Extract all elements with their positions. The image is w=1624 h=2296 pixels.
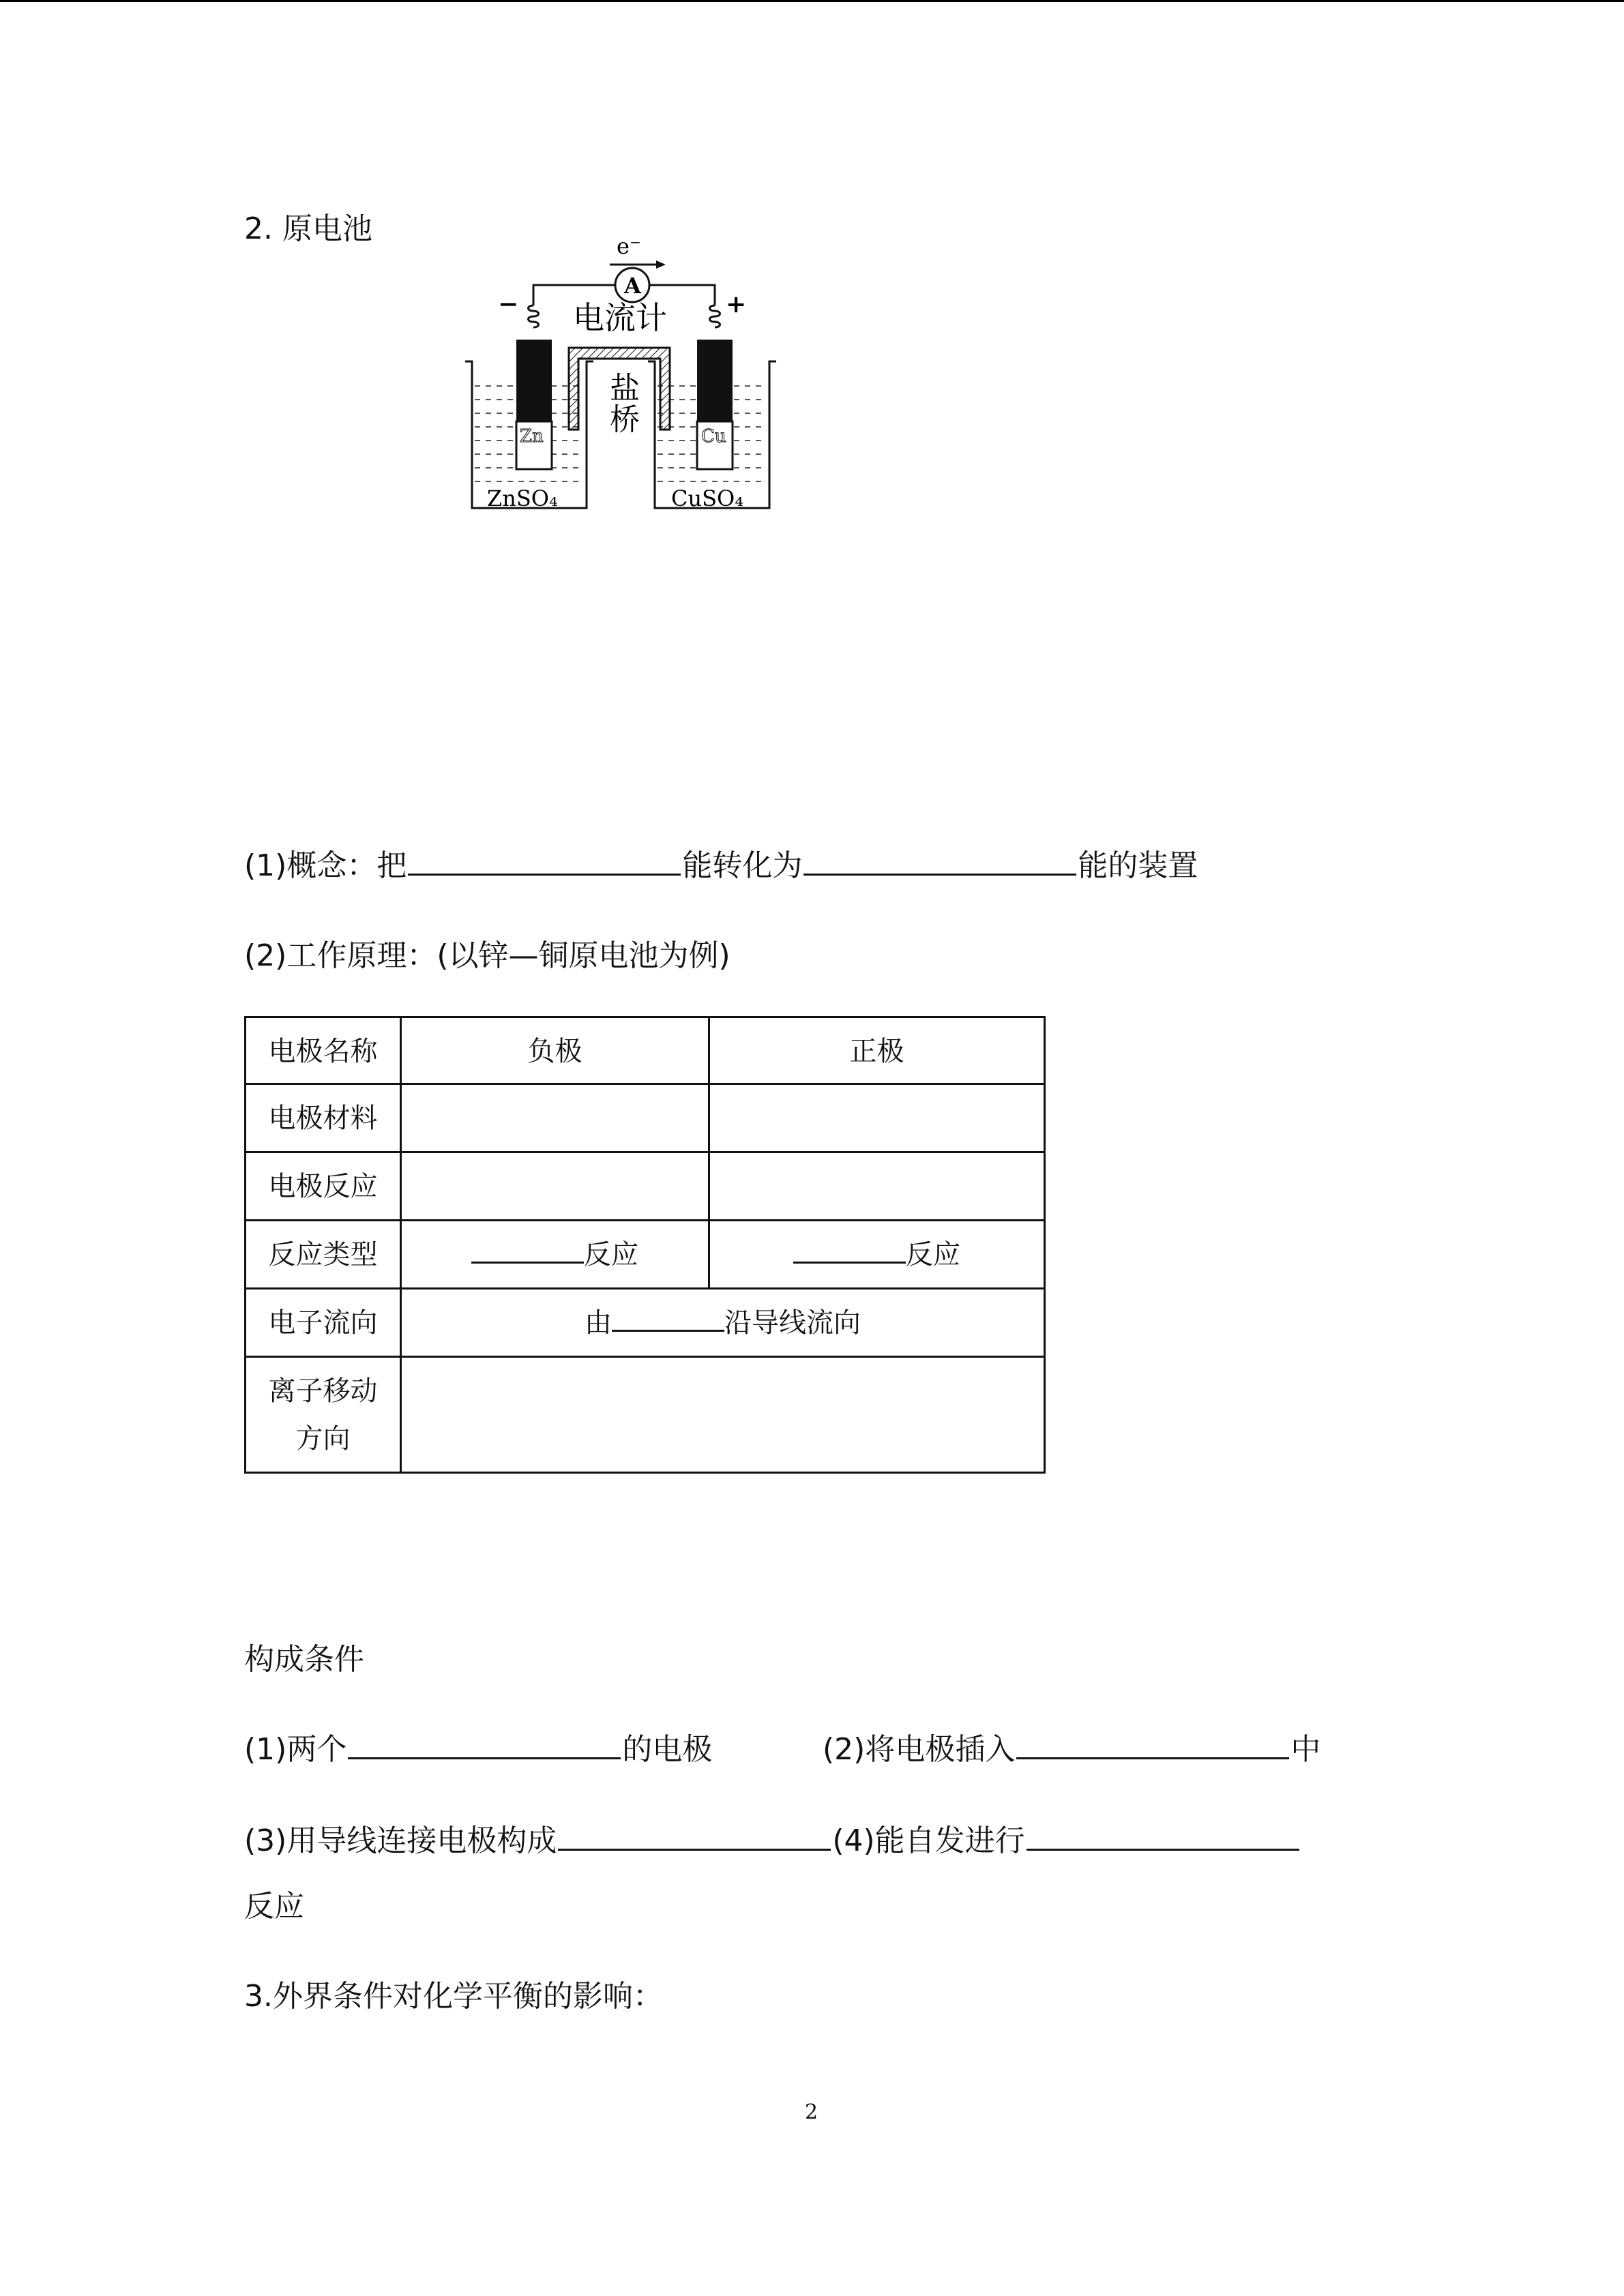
electron-label: e⁻ (617, 233, 641, 259)
zinc-sulfate-label: ZnSO₄ (487, 486, 558, 511)
working-principle-table (244, 1016, 1046, 1474)
conditions-heading: 构成条件 (244, 1642, 364, 1677)
table-row (246, 1357, 1045, 1473)
concept-line (244, 846, 1198, 886)
conditions-line-4: 反应 (244, 1889, 304, 1924)
header-negative: 负极 (401, 1017, 709, 1084)
concept-blank-2[interactable] (803, 846, 1076, 876)
header-electrode-name: 电极名称 (246, 1017, 401, 1084)
cell-positive-material[interactable] (709, 1084, 1045, 1152)
cell-ion-direction[interactable] (401, 1357, 1045, 1473)
conditions-line-3: (3)用导线连接电极构成 (4)能自发进行 (244, 1821, 1301, 1862)
concept-blank-1[interactable] (408, 846, 681, 876)
ammeter-label: 电流计 (573, 299, 667, 336)
page-number: 2 (805, 2100, 818, 2124)
cell-positive-reaction[interactable] (709, 1152, 1045, 1221)
top-border (0, 0, 1624, 2)
negative-sign: − (498, 290, 519, 318)
table-row (246, 1084, 1045, 1152)
concept-middle: 能转化为 (682, 848, 803, 883)
row-label-electron: 电子流向 (246, 1289, 401, 1357)
concept-suffix: 能的装置 (1078, 848, 1198, 883)
section-3-heading: 3.外界条件对化学平衡的影响： (244, 1979, 663, 2014)
cell-electron-flow: 由 沿导线流向 (401, 1289, 1045, 1357)
left-spring (529, 305, 539, 327)
table-row (246, 1152, 1045, 1221)
section-2-heading: 2. 原电池 (244, 211, 372, 246)
cell-negative-material[interactable] (401, 1084, 709, 1152)
conditions-line-1: (1)两个 的电极 (244, 1729, 712, 1770)
row-label-type: 反应类型 (246, 1221, 401, 1289)
condition-2-blank[interactable] (1016, 1730, 1289, 1759)
concept-prefix: (1)概念：把 (244, 848, 407, 883)
table-row (246, 1221, 1045, 1289)
salt-bridge-label-2: 桥 (610, 402, 640, 437)
galvanic-cell-diagram (458, 225, 779, 518)
table-row (246, 1289, 1045, 1357)
row-label-ion: 离子移动 方向 (246, 1357, 401, 1473)
copper-sulfate-label: CuSO₄ (671, 486, 744, 511)
condition-4-blank[interactable] (1027, 1821, 1299, 1851)
electron-flow-blank[interactable] (612, 1305, 724, 1332)
condition-1-blank[interactable] (348, 1730, 621, 1759)
row-label-material: 电极材料 (246, 1084, 401, 1152)
copper-electrode (697, 340, 733, 421)
salt-bridge-label-1: 盐 (610, 371, 640, 406)
ammeter-symbol: A (624, 273, 641, 299)
row-label-reaction: 电极反应 (246, 1152, 401, 1221)
header-positive: 正极 (709, 1017, 1045, 1084)
conditions-line-2: (2)将电极插入 中 (823, 1729, 1320, 1770)
copper-label: Cu (701, 426, 726, 447)
positive-sign: + (726, 290, 747, 318)
zinc-label: Zn (520, 426, 544, 447)
principle-heading: (2)工作原理：(以锌—铜原电池为例) (244, 938, 730, 973)
negative-type-blank[interactable] (471, 1237, 584, 1264)
right-spring (710, 305, 720, 327)
cell-positive-type: 反应 (709, 1221, 1045, 1289)
cell-negative-type: 反应 (401, 1221, 709, 1289)
condition-3-blank[interactable] (558, 1821, 831, 1851)
positive-type-blank[interactable] (793, 1237, 906, 1264)
cell-negative-reaction[interactable] (401, 1152, 709, 1221)
zinc-electrode (516, 340, 552, 421)
table-row (246, 1017, 1045, 1084)
